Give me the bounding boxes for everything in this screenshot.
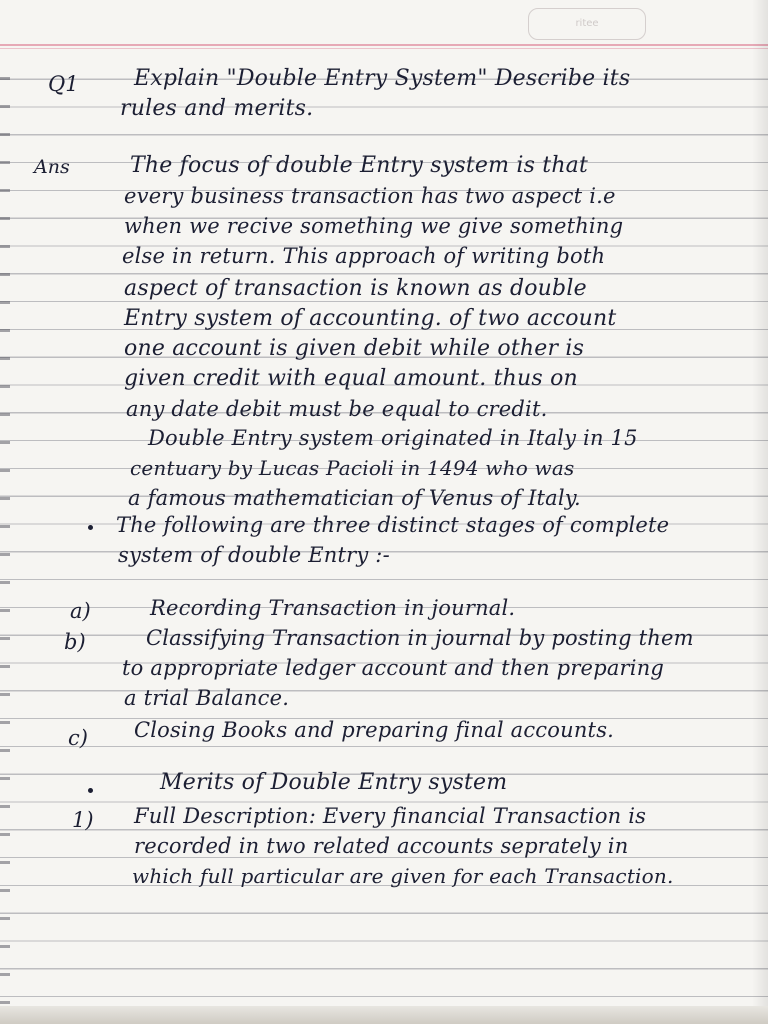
stage-line: Recording Transaction in journal. xyxy=(150,596,516,620)
answer-line: centuary by Lucas Pacioli in 1494 who was xyxy=(130,456,575,480)
merit-line: which full particular are given for each Transaction. xyxy=(132,864,674,888)
bullet-icon xyxy=(88,525,93,530)
stage-label: c) xyxy=(68,726,88,750)
page-edge-shadow xyxy=(752,0,768,1024)
header-rule xyxy=(0,44,768,46)
answer-line: one account is given debit while other is xyxy=(124,336,585,361)
stages-intro-line: The following are three distinct stages of complete xyxy=(116,513,670,537)
top-margin xyxy=(0,0,768,46)
answer-line: a famous mathematician of Venus of Italy. xyxy=(128,486,581,510)
merits-heading: Merits of Double Entry system xyxy=(160,770,508,795)
page-stamp: ritee xyxy=(528,8,646,40)
bullet-icon xyxy=(88,788,93,793)
stage-line: to appropriate ledger account and then preparing xyxy=(122,656,665,680)
answer-line: else in return. This approach of writing both xyxy=(122,244,606,268)
answer-line: Entry system of accounting. of two account xyxy=(124,306,617,331)
question-line: rules and merits. xyxy=(120,96,314,121)
header-rule-secondary xyxy=(0,48,768,49)
stage-label: b) xyxy=(64,630,86,654)
stage-label: a) xyxy=(70,599,91,623)
stage-line: Closing Books and preparing final accounts. xyxy=(134,718,615,742)
margin-ticks xyxy=(0,52,10,1012)
answer-label: Ans xyxy=(34,156,70,178)
answer-line: The focus of double Entry system is that xyxy=(130,153,589,178)
answer-line: every business transaction has two aspect i.e xyxy=(124,184,616,208)
answer-line: when we recive something we give something xyxy=(124,214,624,238)
merit-line: recorded in two related accounts seprately in xyxy=(134,834,629,858)
merit-line: Full Description: Every financial Transaction is xyxy=(134,804,647,828)
question-label: Q1 xyxy=(48,72,79,96)
question-line: Explain "Double Entry System" Describe its xyxy=(134,66,631,91)
answer-line: given credit with equal amount. thus on xyxy=(124,366,578,391)
stage-line: a trial Balance. xyxy=(124,686,290,710)
page-bottom-edge xyxy=(0,1006,768,1024)
stage-line: Classifying Transaction in journal by posting them xyxy=(146,626,694,650)
answer-line: Double Entry system originated in Italy in 15 xyxy=(148,426,638,450)
stages-intro-line: system of double Entry :- xyxy=(118,543,390,567)
answer-line: any date debit must be equal to credit. xyxy=(126,397,548,421)
answer-line: aspect of transaction is known as double xyxy=(124,276,587,301)
merit-label: 1) xyxy=(72,808,94,832)
